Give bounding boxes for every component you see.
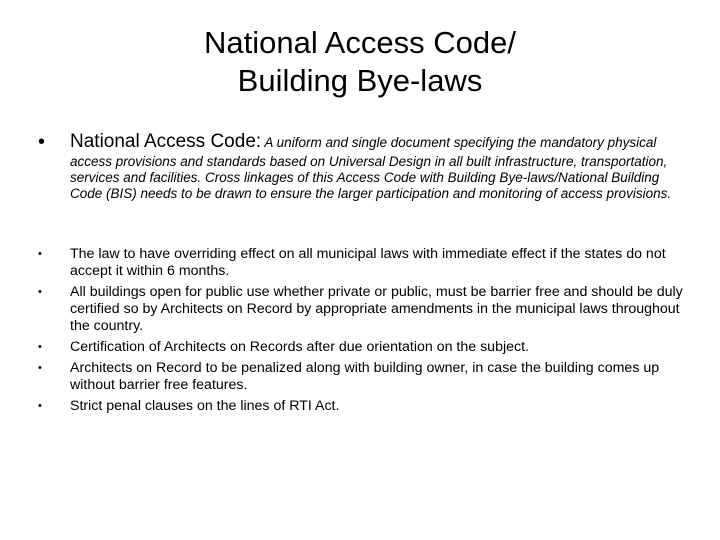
slide-title-line-2: Building Bye-laws — [237, 63, 483, 98]
main-point-heading: National Access Code: — [70, 131, 262, 152]
sub-bullet-text: The law to have overriding effect on all municipal laws with immediate effect if the states do not accept it within 6 months. — [70, 246, 666, 279]
sub-bullet-text: Architects on Record to be penalized along with building owner, in case the building comes up without barrier free features. — [70, 360, 660, 393]
sub-bullet-list — [38, 246, 698, 419]
bullet-icon: • — [38, 362, 42, 374]
slide-title — [0, 24, 720, 100]
sub-bullet-item — [38, 284, 698, 335]
sub-bullet-text: All buildings open for public use whether private or public, must be barrier free and should be duly certified so by Architects on Record by appropriate amendments in the municipal laws throughout the country. — [70, 284, 683, 334]
sub-bullet-item — [38, 360, 698, 394]
sub-bullet-text: Certification of Architects on Records after due orientation on the subject. — [70, 339, 529, 355]
bullet-icon: • — [38, 286, 42, 298]
slide-title-line-1: National Access Code/ — [204, 25, 516, 60]
main-bullet-point — [38, 130, 693, 202]
bullet-icon: • — [38, 341, 42, 353]
sub-bullet-item — [38, 246, 698, 280]
bullet-icon: • — [38, 248, 42, 260]
bullet-icon: • — [38, 400, 42, 412]
main-point-intro: A uniform and single document specifying the — [264, 135, 537, 150]
sub-bullet-item — [38, 339, 698, 356]
sub-bullet-text: Strict penal clauses on the lines of RTI Act. — [70, 398, 340, 414]
main-point-text — [70, 130, 693, 202]
sub-bullet-item — [38, 398, 698, 415]
main-point-body: mandatory physical access provisions and standards based on Universal Design in all built infrastructure, transportation, services and facilities. Cross linkages of this Access Code with Building Bye-laws/National Building Code (BIS) needs to be drawn to ensure the larger participation and monitoring of access provisions. — [70, 135, 672, 201]
bullet-icon: • — [38, 131, 46, 153]
